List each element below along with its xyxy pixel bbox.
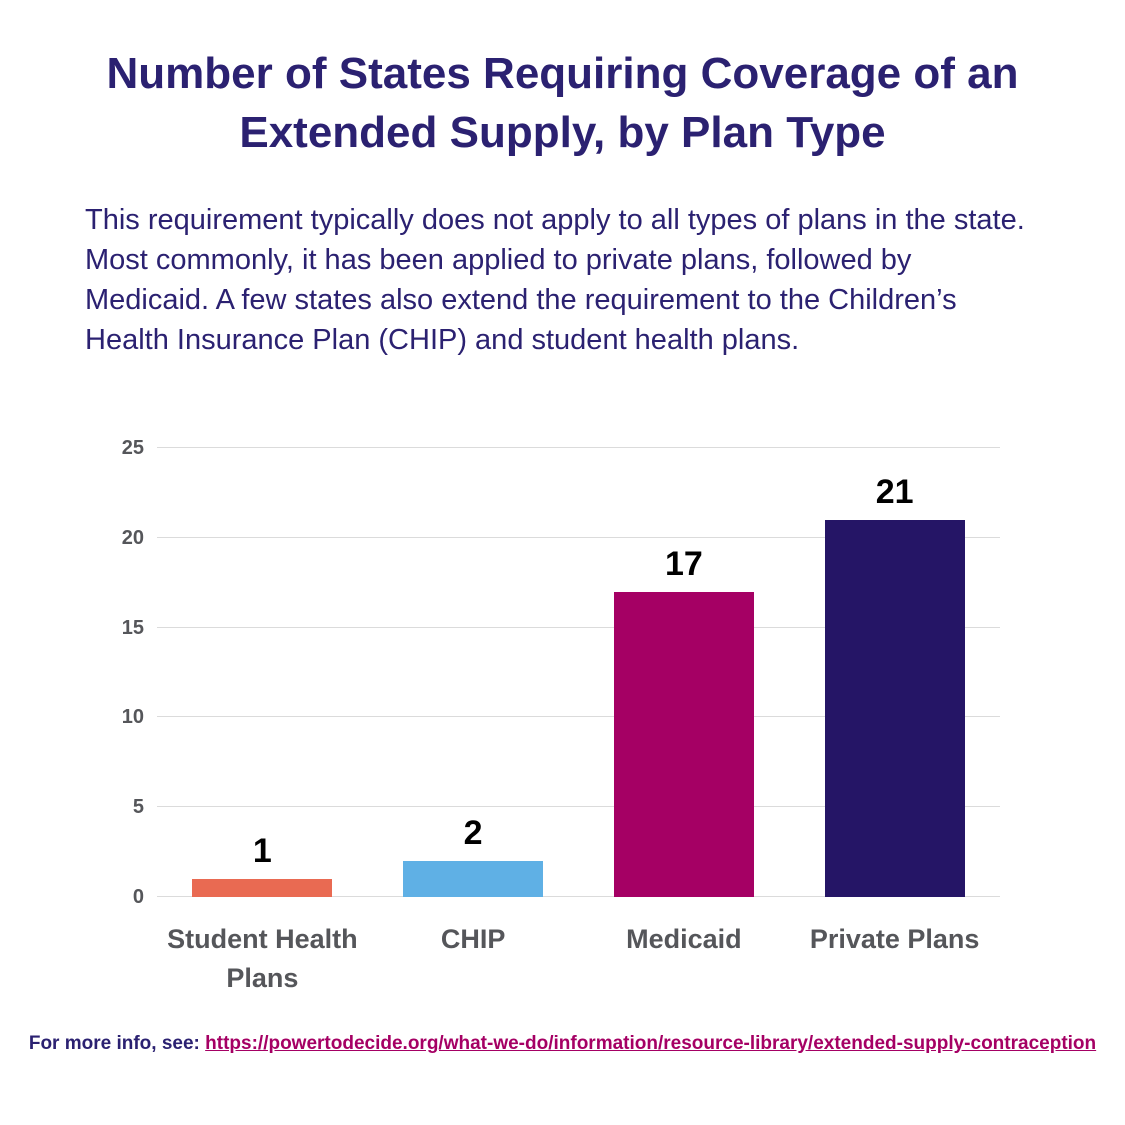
bar-student-health-plans [192, 879, 332, 897]
bar-slot-medicaid [579, 448, 790, 897]
y-tick-label-25: 25 [121, 437, 144, 459]
chart-title: Number of States Requiring Coverage of an Extended Supply, by Plan Type [106, 49, 1019, 158]
plot-area [121, 437, 1000, 908]
x-tick-label-chip: CHIP [440, 924, 506, 954]
x-tick-label-private-plans: Private Plans [809, 924, 980, 954]
bar-slot-student-health-plans [157, 448, 368, 897]
y-tick-label-0: 0 [132, 886, 144, 908]
value-label-private-plans: 21 [875, 472, 914, 511]
bar-slot-private-plans [789, 448, 1000, 897]
y-tick-label-5: 5 [132, 796, 144, 819]
x-tick-label-student-health-plans: Student Health Plans [167, 924, 358, 994]
bar-medicaid [614, 592, 754, 897]
bar-private-plans [825, 520, 965, 897]
value-label-student-health-plans: 1 [252, 832, 272, 871]
y-tick-label-10: 10 [121, 706, 144, 729]
y-tick-label-15: 15 [121, 616, 144, 639]
bar-slot-chip [368, 448, 579, 897]
y-tick-label-20: 20 [121, 526, 144, 549]
value-label-chip: 2 [463, 814, 483, 853]
value-label-medicaid: 17 [664, 544, 703, 583]
x-tick-label-medicaid: Medicaid [626, 924, 742, 954]
footer-prefix: For more info, see: [28, 1033, 200, 1054]
footer-note [0, 1033, 1125, 1055]
chart-description: This requirement typically does not apply to all types of plans in the state. Most commonly, it has been applied to private plans, followed by Medicaid. A few states also extend the requirement to the Children’s Health Insurance Plan (CHIP) and student health plans. [85, 204, 1025, 357]
x-axis-labels [157, 920, 1000, 998]
bar-chip [403, 861, 543, 897]
footer-link[interactable]: https://powertodecide.org/what-we-do/information/resource-library/extended-supply-contraception [205, 1033, 1097, 1054]
